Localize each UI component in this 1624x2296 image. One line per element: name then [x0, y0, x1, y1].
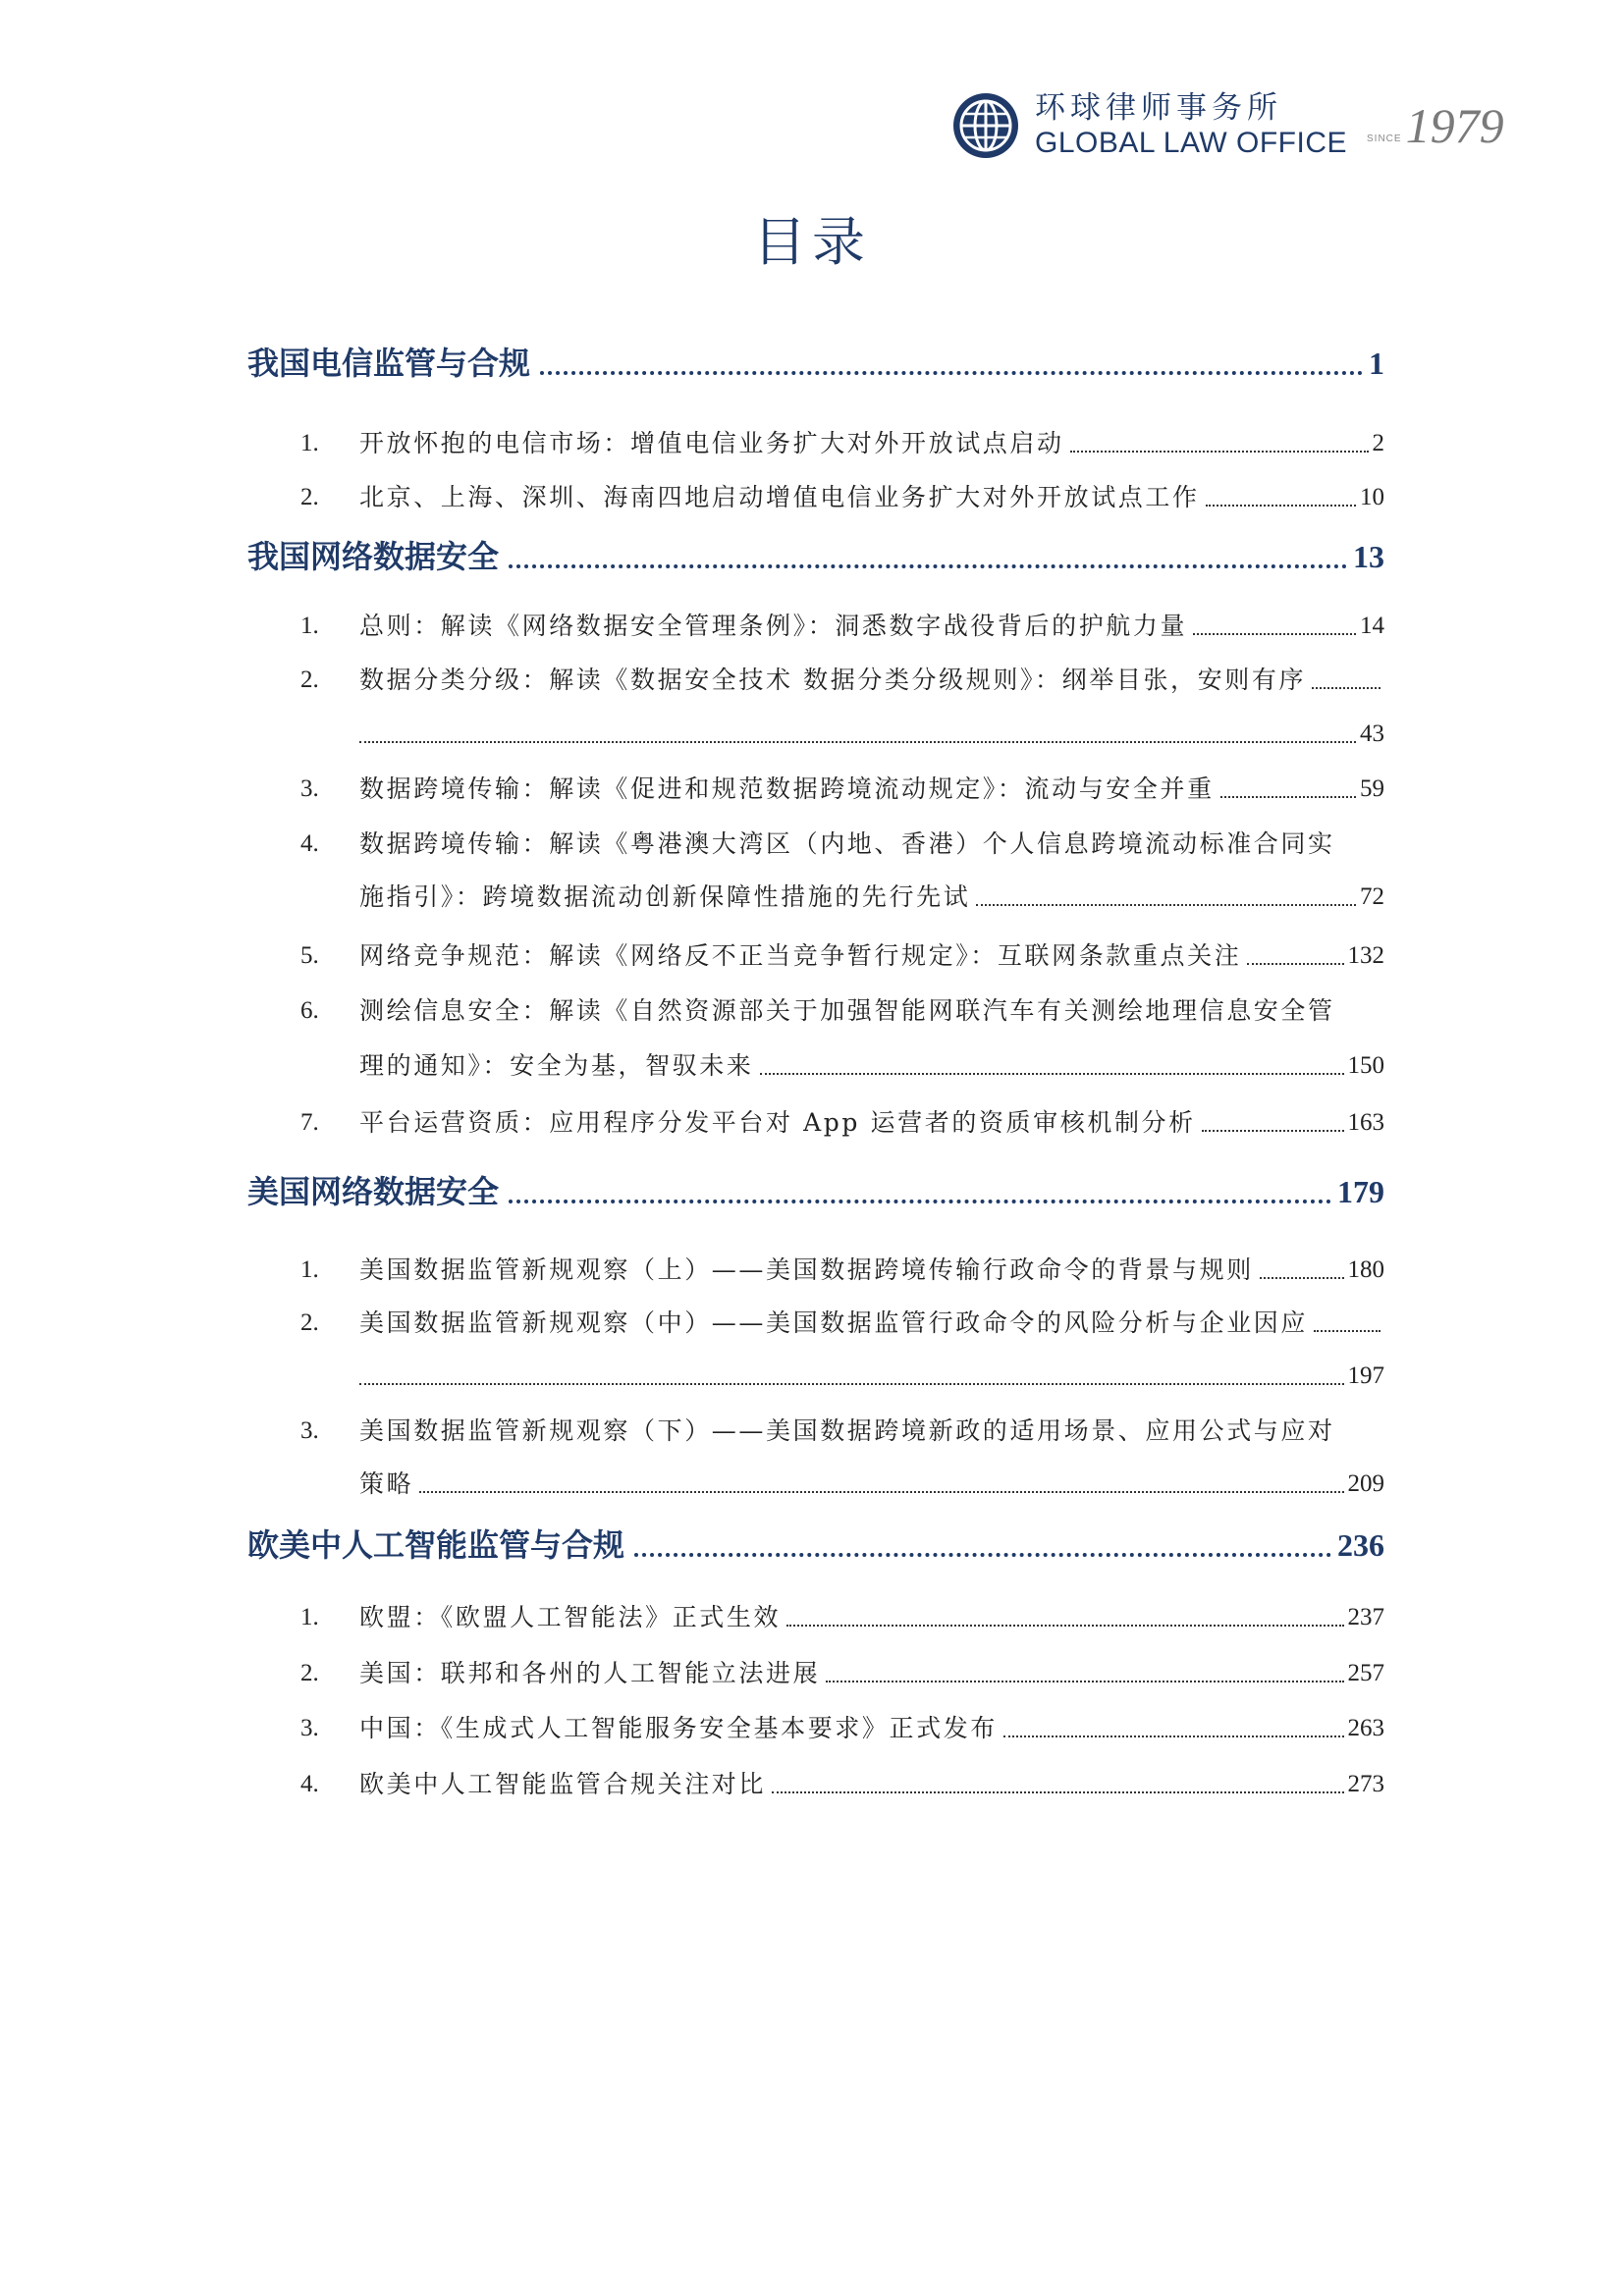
- toc-entry-continuation[interactable]: [359, 878, 1384, 917]
- toc-entry-label: 总则：解读《网络数据安全管理条例》：洞悉数字战役背后的护航力量: [359, 612, 1188, 640]
- dot-leader: [509, 1200, 1331, 1203]
- toc-entry-page: 43: [1360, 721, 1384, 747]
- toc-entry-number: 1.: [300, 1256, 319, 1283]
- since-year-signature: 1979: [1405, 98, 1504, 153]
- dot-leader: [359, 741, 1356, 743]
- toc-entry-number: 1.: [300, 613, 319, 639]
- toc-entry-page: 197: [1347, 1362, 1384, 1389]
- toc-entry-number: 1.: [300, 430, 319, 456]
- dot-leader: [1312, 687, 1380, 689]
- toc-entry[interactable]: [300, 424, 1384, 463]
- toc-section-page: 236: [1337, 1527, 1384, 1563]
- toc-section-2[interactable]: [247, 535, 1384, 578]
- toc-entry-number: 1.: [300, 1604, 319, 1630]
- dot-leader: [1247, 963, 1343, 965]
- since-label: SINCE: [1367, 133, 1402, 144]
- toc-entry-label: 策略: [359, 1469, 414, 1498]
- toc-entry-number: 2.: [300, 484, 319, 510]
- toc-entry-label: 美国数据监管新规观察（上）——美国数据跨境传输行政命令的背景与规则: [359, 1255, 1254, 1284]
- toc-entry-number: 3.: [300, 1715, 319, 1741]
- toc-section-label: 我国网络数据安全: [247, 538, 500, 575]
- toc-entry-label: 施指引》：跨境数据流动创新保障性措施的先行先试: [359, 882, 971, 911]
- toc-entry[interactable]: [300, 1598, 1384, 1637]
- toc-entry-number: 5.: [300, 942, 319, 969]
- toc-entry-number: 2.: [300, 1660, 319, 1686]
- toc-entry[interactable]: [300, 1765, 1384, 1804]
- toc-entry-page: 273: [1347, 1771, 1384, 1797]
- toc-entry-label: 欧美中人工智能监管合规关注对比: [359, 1770, 767, 1798]
- toc-section-3[interactable]: [247, 1170, 1384, 1213]
- dot-leader: [1193, 633, 1356, 635]
- toc-entry-number: 4.: [300, 1771, 319, 1797]
- toc-entry[interactable]: [300, 770, 1384, 809]
- toc-entry[interactable]: [300, 936, 1384, 976]
- toc-section-label: 欧美中人工智能监管与合规: [247, 1526, 625, 1564]
- toc-section-page: 179: [1337, 1174, 1384, 1209]
- toc-entry-number: 6.: [300, 997, 319, 1024]
- toc-entry-page: 10: [1360, 484, 1384, 510]
- dot-leader: [786, 1625, 1343, 1627]
- toc-entry[interactable]: [300, 1412, 1384, 1451]
- toc-entry-label: 美国数据监管新规观察（下）——美国数据跨境新政的适用场景、应用公式与应对: [359, 1416, 1335, 1445]
- toc-entry-label: 测绘信息安全：解读《自然资源部关于加强智能网联汽车有关测绘地理信息安全管: [359, 996, 1335, 1025]
- toc-section-4[interactable]: [247, 1523, 1384, 1567]
- dot-leader: [1202, 1130, 1344, 1132]
- dot-leader: [1220, 796, 1356, 798]
- toc-entry-label: 美国：联邦和各州的人工智能立法进展: [359, 1659, 821, 1687]
- toc-entry-label: 开放怀抱的电信市场：增值电信业务扩大对外开放试点启动: [359, 429, 1064, 457]
- toc-entry-number: 3.: [300, 1417, 319, 1444]
- dot-leader: [359, 1383, 1344, 1385]
- toc-entry-label: 中国：《生成式人工智能服务安全基本要求》正式发布: [359, 1714, 998, 1742]
- toc-entry[interactable]: [300, 1251, 1384, 1290]
- toc-entry-page: 180: [1347, 1256, 1384, 1283]
- toc-entry-continuation[interactable]: [359, 1357, 1384, 1396]
- toc-entry-continuation[interactable]: [359, 715, 1384, 754]
- dot-leader: [760, 1073, 1344, 1075]
- toc-entry-label: 数据跨境传输：解读《促进和规范数据跨境流动规定》：流动与安全并重: [359, 774, 1215, 803]
- toc-entry-number: 4.: [300, 830, 319, 857]
- dot-leader: [419, 1491, 1343, 1493]
- toc-entry-label: 美国数据监管新规观察（中）——美国数据监管行政命令的风险分析与企业因应: [359, 1308, 1309, 1337]
- dot-leader: [540, 371, 1363, 375]
- toc-entry-label: 理的通知》：安全为基，智驭未来: [359, 1051, 754, 1080]
- toc-entry-number: 2.: [300, 667, 319, 693]
- toc-entry-page: 59: [1360, 775, 1384, 802]
- toc-entry[interactable]: [300, 1103, 1384, 1143]
- toc-entry-number: 7.: [300, 1109, 319, 1136]
- toc-entry-label: 数据跨境传输：解读《粤港澳大湾区（内地、香港）个人信息跨境流动标准合同实: [359, 829, 1335, 858]
- toc-entry-continuation[interactable]: [359, 1046, 1384, 1086]
- dot-leader: [772, 1791, 1343, 1793]
- toc-entry[interactable]: [300, 1304, 1384, 1343]
- dot-leader: [1003, 1735, 1344, 1737]
- dot-leader: [1206, 505, 1356, 507]
- toc-entry-page: 209: [1347, 1470, 1384, 1497]
- toc-entry-number: 2.: [300, 1309, 319, 1336]
- toc-entry-page: 132: [1347, 942, 1384, 969]
- toc-entry-page: 263: [1347, 1715, 1384, 1741]
- dot-leader: [826, 1681, 1343, 1682]
- toc-entry[interactable]: [300, 1654, 1384, 1693]
- dot-leader: [509, 564, 1347, 568]
- toc-entry-page: 150: [1347, 1052, 1384, 1079]
- toc-section-page: 13: [1353, 539, 1384, 574]
- toc-section-label: 美国网络数据安全: [247, 1173, 500, 1210]
- page-title: 目录: [753, 211, 871, 273]
- toc-entry-label: 北京、上海、深圳、海南四地启动增值电信业务扩大对外开放试点工作: [359, 483, 1200, 511]
- toc-entry-page: 163: [1347, 1109, 1384, 1136]
- dot-leader: [634, 1553, 1331, 1557]
- toc-section-1[interactable]: [247, 342, 1384, 385]
- toc-entry-label: 数据分类分级：解读《数据安全技术 数据分类分级规则》：纲举目张，安则有序: [359, 666, 1307, 694]
- toc-section-label: 我国电信监管与合规: [247, 345, 531, 382]
- dot-leader: [1260, 1277, 1344, 1279]
- toc-entry[interactable]: [300, 1709, 1384, 1748]
- toc-entry[interactable]: [300, 661, 1384, 700]
- toc-entry-page: 72: [1360, 883, 1384, 910]
- toc-entry-page: 257: [1347, 1660, 1384, 1686]
- toc-section-page: 1: [1369, 346, 1384, 381]
- toc-entry[interactable]: [300, 607, 1384, 646]
- toc-entry-label: 网络竞争规范：解读《网络反不正当竞争暂行规定》：互联网条款重点关注: [359, 941, 1242, 970]
- toc-entry[interactable]: [300, 478, 1384, 517]
- toc-entry-page: 14: [1360, 613, 1384, 639]
- dot-leader: [976, 904, 1356, 906]
- toc-entry-label: 欧盟：《欧盟人工智能法》正式生效: [359, 1603, 782, 1631]
- toc-entry-page: 237: [1347, 1604, 1384, 1630]
- dot-leader: [1070, 451, 1369, 453]
- toc-entry-label: 平台运营资质：应用程序分发平台对 App 运营者的资质审核机制分析: [359, 1108, 1196, 1137]
- firm-name-cn: 环球律师事务所: [1035, 90, 1282, 126]
- toc-entry-page: 2: [1372, 430, 1384, 456]
- dot-leader: [1314, 1330, 1380, 1332]
- toc-entry[interactable]: [300, 991, 1384, 1031]
- toc-entry[interactable]: [300, 825, 1384, 864]
- firm-name-en: GLOBAL LAW OFFICE: [1035, 127, 1348, 159]
- toc-entry-number: 3.: [300, 775, 319, 802]
- toc-entry-continuation[interactable]: [359, 1465, 1384, 1504]
